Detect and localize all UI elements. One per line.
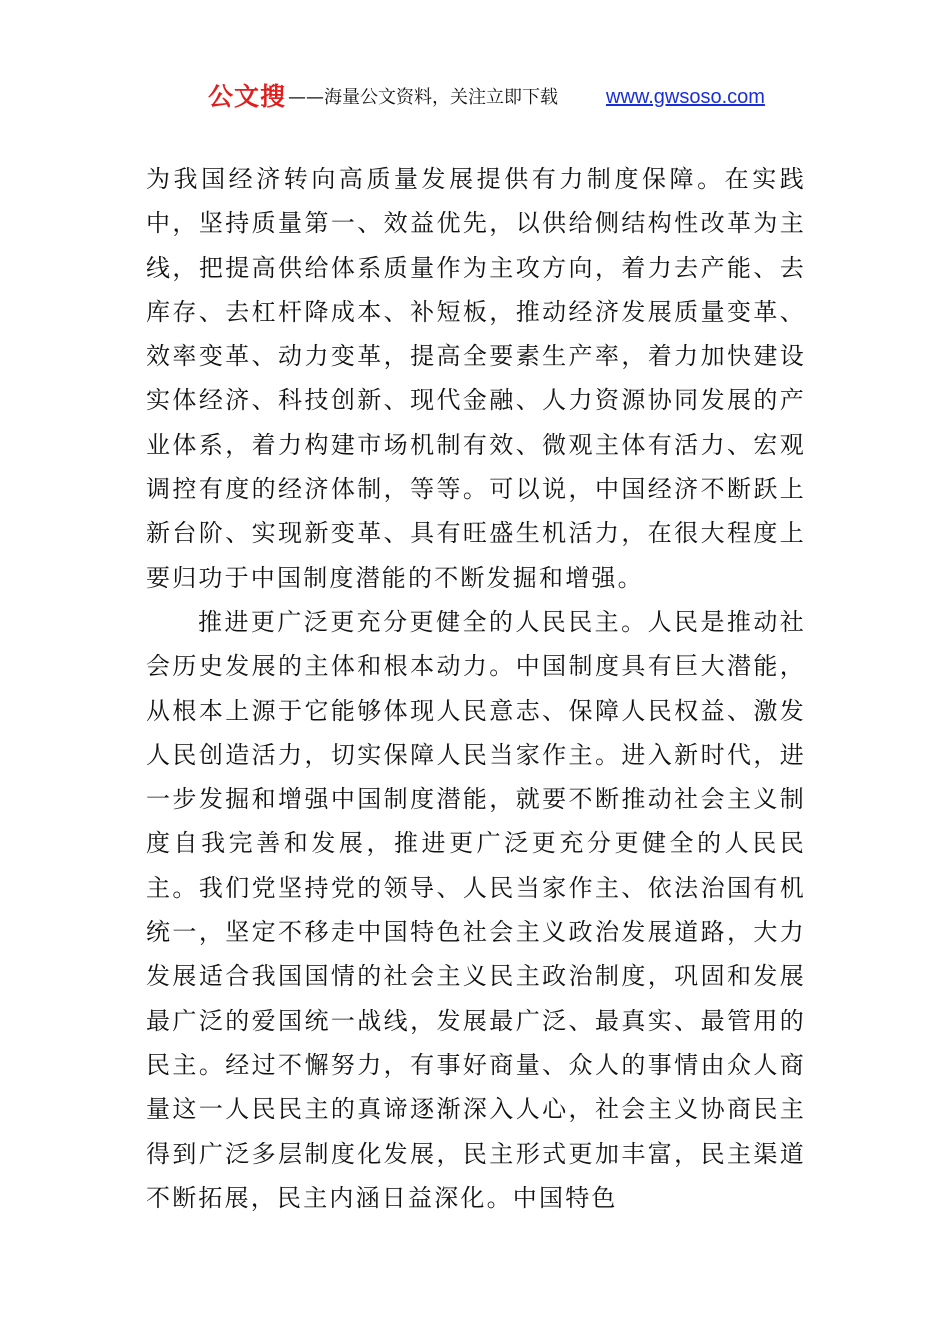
paragraph-2-body: 人民是推动社会历史发展的主体和根本动力。中国制度具有巨大潜能，从根本上源于它能够体现人民意志、保障人民权益、激发人民创造活力，切实保障人民当家作主。进入新时代，进一步发掘和增强中国制度潜能，就要不断推动社会主义制度自我完善和发展，推进更广泛更充分更健全的人民民主。我们党坚持党的领导、人民当家作主、依法治国有机统一，坚定不移走中国特色社会主义政治发展道路，大力发展适合我国国情的社会主义民主政治制度，巩固和发展最广泛的爱国统一战线，发展最广泛、最真实、最管用的民主。经过不懈努力，有事好商量、众人的事情由众人商量这一人民民主的真谛逐渐深入人心，社会主义协商民主得到广泛多层制度化发展，民主形式更加丰富，民主渠道不断拓展，民主内涵日益深化。中国特色: [146, 607, 807, 1212]
brand-logo-text: 公文搜: [208, 82, 287, 111]
paragraph-2: [146, 600, 806, 1220]
page-header: [0, 82, 950, 116]
website-link[interactable]: www.gwsoso.com: [606, 86, 765, 108]
header-tagline: ——海量公文资料，关注立即下载: [288, 87, 558, 108]
paragraph-1: 为我国经济转向高质量发展提供有力制度保障。在实践中，坚持质量第一、效益优先，以供给侧结构性改革为主线，把提高供给体系质量作为主攻方向，着力去产能、去库存、去杠杆降成本、补短板，推动经济发展质量变革、效率变革、动力变革，提高全要素生产率，着力加快建设实体经济、科技创新、现代金融、人力资源协同发展的产业体系，着力构建市场机制有效、微观主体有活力、宏观调控有度的经济体制，等等。可以说，中国经济不断跃上新台阶、实现新变革、具有旺盛生机活力，在很大程度上要归功于中国制度潜能的不断发掘和增强。: [146, 165, 806, 592]
document-body: [146, 157, 806, 1220]
paragraph-2-lead-sentence: 推进更广泛更充分更健全的人民民主。: [198, 607, 648, 636]
